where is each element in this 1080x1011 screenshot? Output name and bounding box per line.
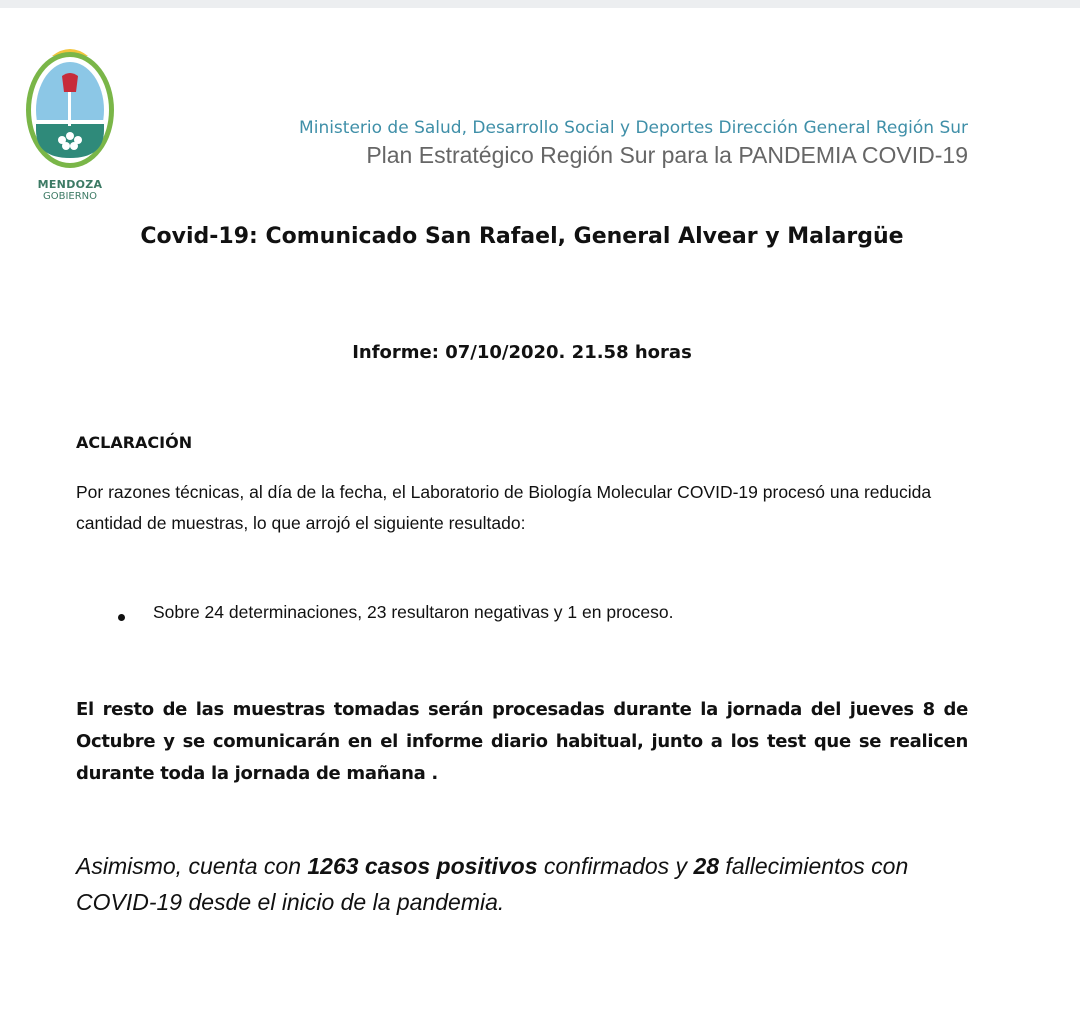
mendoza-logo bbox=[22, 44, 118, 204]
report-date: Informe: 07/10/2020. 21.58 horas bbox=[352, 342, 692, 363]
summary-deaths: 28 bbox=[693, 853, 720, 879]
section-heading: ACLARACIÓN bbox=[76, 433, 193, 452]
ministry-header: Ministerio de Salud, Desarrollo Social y Deportes Dirección General Región Sur bbox=[299, 118, 968, 138]
document-title: Covid-19: Comunicado San Rafael, General Alvear y Malargüe bbox=[140, 224, 904, 249]
bullet-item: Sobre 24 determinaciones, 23 resultaron negativas y 1 en proceso. bbox=[153, 602, 674, 622]
logo-text-mendoza: MENDOZA bbox=[37, 178, 103, 191]
summary-part2: confirmados y bbox=[537, 853, 694, 879]
plan-header: Plan Estratégico Región Sur para la PANDEMIA COVID-19 bbox=[366, 142, 968, 168]
summary-part3: fallecimientos con COVID-19 desde el inicio de la pandemia. bbox=[76, 853, 909, 915]
summary-paragraph bbox=[76, 848, 976, 920]
summary-part1: Asimismo, cuenta con bbox=[76, 853, 308, 879]
clarification-paragraph: Por razones técnicas, al día de la fecha, el Laboratorio de Biología Molecular COVID-19 procesó una reducida cantidad de muestras, lo que arrojó el siguiente resultado: bbox=[76, 482, 932, 533]
bold-paragraph: El resto de las muestras tomadas serán procesadas durante la jornada del jueves 8 de Octubre y se comunicarán en el informe diario habitual, junto a los test que se realicen durante toda la jornada de mañana . bbox=[76, 699, 968, 784]
top-strip bbox=[0, 0, 1080, 8]
logo-text-gobierno: GOBIERNO bbox=[42, 191, 98, 202]
summary-cases: 1263 casos positivos bbox=[307, 853, 538, 879]
mendoza-coat-of-arms-icon bbox=[22, 44, 118, 174]
bullet-icon bbox=[118, 614, 125, 621]
